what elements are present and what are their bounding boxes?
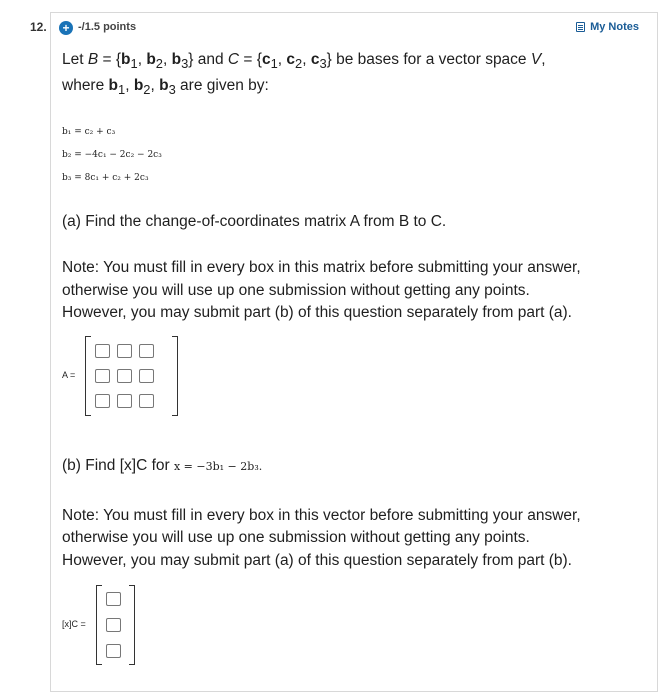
equation-b1: b₁ = c₂ + c₃ xyxy=(62,127,116,137)
my-notes-label: My Notes xyxy=(590,21,639,33)
question-body xyxy=(50,44,658,692)
part-b-expression: x = −3b₁ − 2b₃. xyxy=(173,460,263,473)
vector-x3-input[interactable] xyxy=(106,644,121,658)
matrix-a12-input[interactable] xyxy=(117,344,132,358)
vector-right-bracket xyxy=(129,585,135,665)
matrix-a23-input[interactable] xyxy=(139,369,154,383)
matrix-left-bracket xyxy=(85,336,91,416)
question-number: 12. xyxy=(30,20,47,34)
matrix-right-bracket xyxy=(172,336,178,416)
matrix-a33-input[interactable] xyxy=(139,394,154,408)
notes-icon xyxy=(576,22,585,32)
part-a-prompt: (a) Find the change-of-coordinates matrix A from B to C. xyxy=(62,213,447,230)
matrix-a21-input[interactable] xyxy=(95,369,110,383)
matrix-row-2 xyxy=(95,369,154,383)
my-notes-button[interactable] xyxy=(576,21,639,33)
matrix-a31-input[interactable] xyxy=(95,394,110,408)
equation-b2: b₂ = −4c₁ − 2c₂ − 2c₃ xyxy=(62,150,162,160)
vector-x1-input[interactable] xyxy=(106,592,121,606)
part-a-note-line-2: otherwise you will use up one submission without getting any points. xyxy=(62,282,530,299)
matrix-a22-input[interactable] xyxy=(117,369,132,383)
intro-line-1: Let $B = \{b_1$, $b_2$, $b_3$} and $C = \{c_1$, $c_2$, $c_3$} be bases for a vector space V, xyxy=(62,51,546,72)
expand-plus-icon[interactable]: + xyxy=(59,21,73,35)
matrix-row-1 xyxy=(95,344,154,358)
matrix-a-label: A = xyxy=(62,370,76,380)
equation-b3: b₃ = 8c₁ + c₂ + 2c₃ xyxy=(62,173,149,183)
vector-left-bracket xyxy=(96,585,102,665)
matrix-a11-input[interactable] xyxy=(95,344,110,358)
part-b-note-line-2: otherwise you will use up one submission without getting any points. xyxy=(62,529,530,546)
intro-line-2: where $b_1$, $b_2$, $b_3$ are given by: xyxy=(62,77,269,98)
points-label: -/1.5 points xyxy=(78,21,137,33)
part-b-prompt xyxy=(62,454,262,478)
part-b-note-line-3: However, you may submit part (a) of this question separately from part (b). xyxy=(62,552,572,569)
part-a-note-line-1: Note: You must fill in every box in this matrix before submitting your answer, xyxy=(62,259,581,276)
part-b-prompt-text: (b) Find [x]C for xyxy=(62,457,170,474)
question-header xyxy=(50,12,658,44)
matrix-row-3 xyxy=(95,394,154,408)
matrix-a32-input[interactable] xyxy=(117,394,132,408)
matrix-a13-input[interactable] xyxy=(139,344,154,358)
part-a-note-line-3: However, you may submit part (b) of this question separately from part (a). xyxy=(62,304,572,321)
part-b-note-line-1: Note: You must fill in every box in this vector before submitting your answer, xyxy=(62,507,581,524)
vector-x-label: [x]C = xyxy=(62,619,86,629)
vector-x2-input[interactable] xyxy=(106,618,121,632)
